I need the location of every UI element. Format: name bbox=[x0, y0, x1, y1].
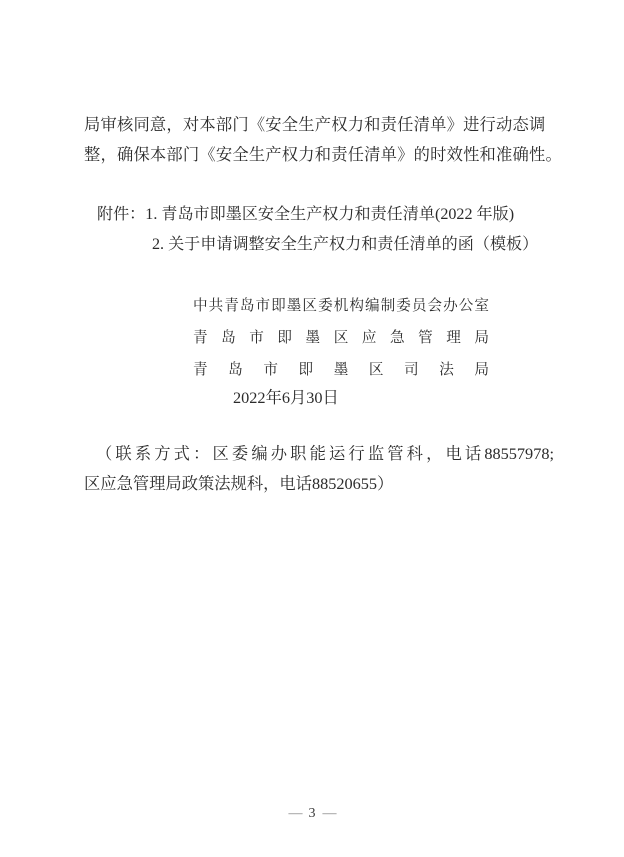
contact-line-2: 区应急管理局政策法规科，电话88520655） bbox=[84, 474, 394, 493]
signature-org-3: 青 岛 市 即 墨 区 司 法 局 bbox=[193, 361, 489, 378]
signature-date: 2022年6月30日 bbox=[233, 388, 339, 407]
contact-info bbox=[84, 439, 554, 499]
footer-dash-right: — bbox=[322, 806, 336, 821]
body-paragraph bbox=[84, 110, 562, 170]
page-number: 3 bbox=[308, 806, 316, 821]
attachment-item-2: 2. 关于申请调整安全生产权力和责任清单的函（模板） bbox=[152, 236, 539, 253]
attachment-item-1: 附件：1. 青岛市即墨区安全生产权力和责任清单(2022 年版) bbox=[97, 206, 515, 223]
body-line-2: 整，确保本部门《安全生产权力和责任清单》的时效性和准确性。 bbox=[84, 145, 562, 164]
contact-line-1: （联系方式：区委编办职能运行监管科，电话88557978; bbox=[96, 444, 554, 463]
signature-block bbox=[193, 291, 489, 386]
page-footer bbox=[0, 805, 624, 823]
signature-org-1: 中共青岛市即墨区委机构编制委员会办公室 bbox=[193, 298, 489, 314]
attachments-block bbox=[97, 200, 557, 260]
signature-org-2: 青 岛 市 即 墨 区 应 急 管 理 局 bbox=[193, 329, 489, 346]
footer-dash-left: — bbox=[288, 806, 302, 821]
body-line-1: 局审核同意，对本部门《安全生产权力和责任清单》进行动态调 bbox=[84, 115, 546, 134]
